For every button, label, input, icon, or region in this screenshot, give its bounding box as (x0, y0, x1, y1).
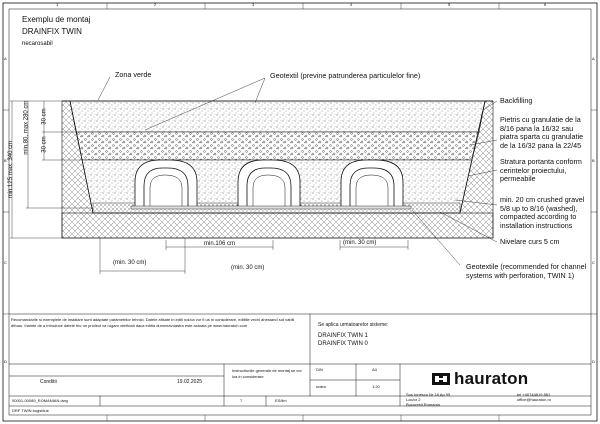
row-letter-d: D (4, 359, 7, 364)
row-letter-c: C (4, 260, 7, 265)
date-value: 19.02.2025 (177, 379, 203, 385)
col-number-1: 1 (56, 2, 59, 7)
row-letter-b: B (4, 158, 7, 163)
address-line-2: Loc/or 2 (406, 397, 421, 402)
row-letter-d-right: D (592, 359, 595, 364)
dim-30b: 30 cm (41, 136, 48, 153)
dim-min125: min.125 max. 340 cm (8, 140, 15, 199)
system-2: DRAINFIX TWIN 0 (318, 341, 368, 347)
row-letter-b-right: B (592, 158, 595, 163)
label-backfilling: Backfilling (500, 96, 533, 105)
hauraton-logo-mark (432, 373, 450, 385)
col-number-2: 2 (154, 2, 157, 7)
doc-number: 00001-00089_ROMANIAN.dwg (12, 398, 68, 403)
address-line-3: Bucuresti Romania (406, 402, 440, 407)
label-nivelare: Nivelare curs 5 cm (500, 237, 560, 246)
lang-code: ES/lim (275, 398, 287, 403)
title-line-2: DRAINFIX TWIN (22, 27, 82, 36)
channel-3 (341, 160, 403, 208)
label-gravel: min. 20 cm crushed gravel 5/8 up to 8/16 (washed), compacted according to installation instructions (500, 195, 585, 230)
scara-label: scara (316, 384, 326, 389)
dim-min80: min.80, max 280 cm (23, 100, 30, 155)
label-straturi: Stratura portanta conform cerintelor proiectului, permeabile (500, 157, 582, 184)
row-letter-a: A (4, 56, 7, 61)
dim-min106: min.106 cm (204, 241, 236, 247)
label-geotextile-bottom: Geotextile (recommended for channel systems with perforation, TWIN 1) (466, 262, 587, 280)
dim-min30-left: (min. 30 cm) (113, 260, 147, 266)
col-number-3: 3 (252, 2, 255, 7)
row-letter-c-right: C (592, 260, 595, 265)
phone: tel +40744819 881 (517, 392, 551, 397)
col-number-5: 5 (448, 2, 451, 7)
address-line-1: Sos Ionescu Nr 18 Ap 95 (406, 392, 451, 397)
sheet-number: 7 (240, 398, 243, 403)
channel-2 (238, 160, 300, 208)
scara-value: 1:20 (372, 384, 380, 389)
dim-min30-right: (min. 30 cm) (343, 240, 377, 246)
label-pietris: Pietris cu granulatie de la 8/16 pana la 16/32 sau piatra sparta cu granulatie de la 16/32 pana la 22/45 (500, 115, 584, 150)
din-value: A4 (372, 367, 377, 372)
col-number-4: 4 (350, 2, 353, 7)
row-letter-a-right: A (592, 56, 595, 61)
label-geotextil-top: Geotextil (previne patrunderea particulelor fine) (270, 71, 421, 80)
col-number-6: 6 (544, 2, 547, 7)
title-line-1: Exemplu de montaj (22, 15, 91, 24)
brand-wordmark: hauraton (454, 369, 529, 388)
twin-channels (131, 160, 411, 209)
label-zona-verde: Zona verde (115, 70, 152, 79)
applies-header: Se aplica urmatoarelor sisteme: (318, 322, 389, 328)
conditii-label: Conditii (40, 379, 57, 385)
system-1: DRAINFIX TWIN 1 (318, 333, 368, 339)
footer-ref: DRF TWIN bugsblue (12, 408, 49, 413)
dim-min30-bottom: (min. 30 cm) (231, 265, 265, 271)
email: office@hauraton.ro (517, 397, 552, 402)
note-text: Recomandarile si exemplele de instalare sunt adaptate parametrilor tehnici. Datele afisate in edtii noi/ca vor fi us in considerare, editiile vechi ahestand sut vabili dtfoau. Inainte de a introduce datele trio un priolect va rugam verificati daca editia dumneavoastra este actuala pe www.hauraton.com (11, 317, 295, 328)
dim-30a: 30 cm (41, 108, 48, 125)
din-label: DIN (316, 367, 323, 372)
subtitle: necarosabil (22, 41, 53, 47)
description: Instructiunile generale de montaj se vor lua in considerare (232, 368, 302, 379)
channel-1 (135, 160, 197, 208)
